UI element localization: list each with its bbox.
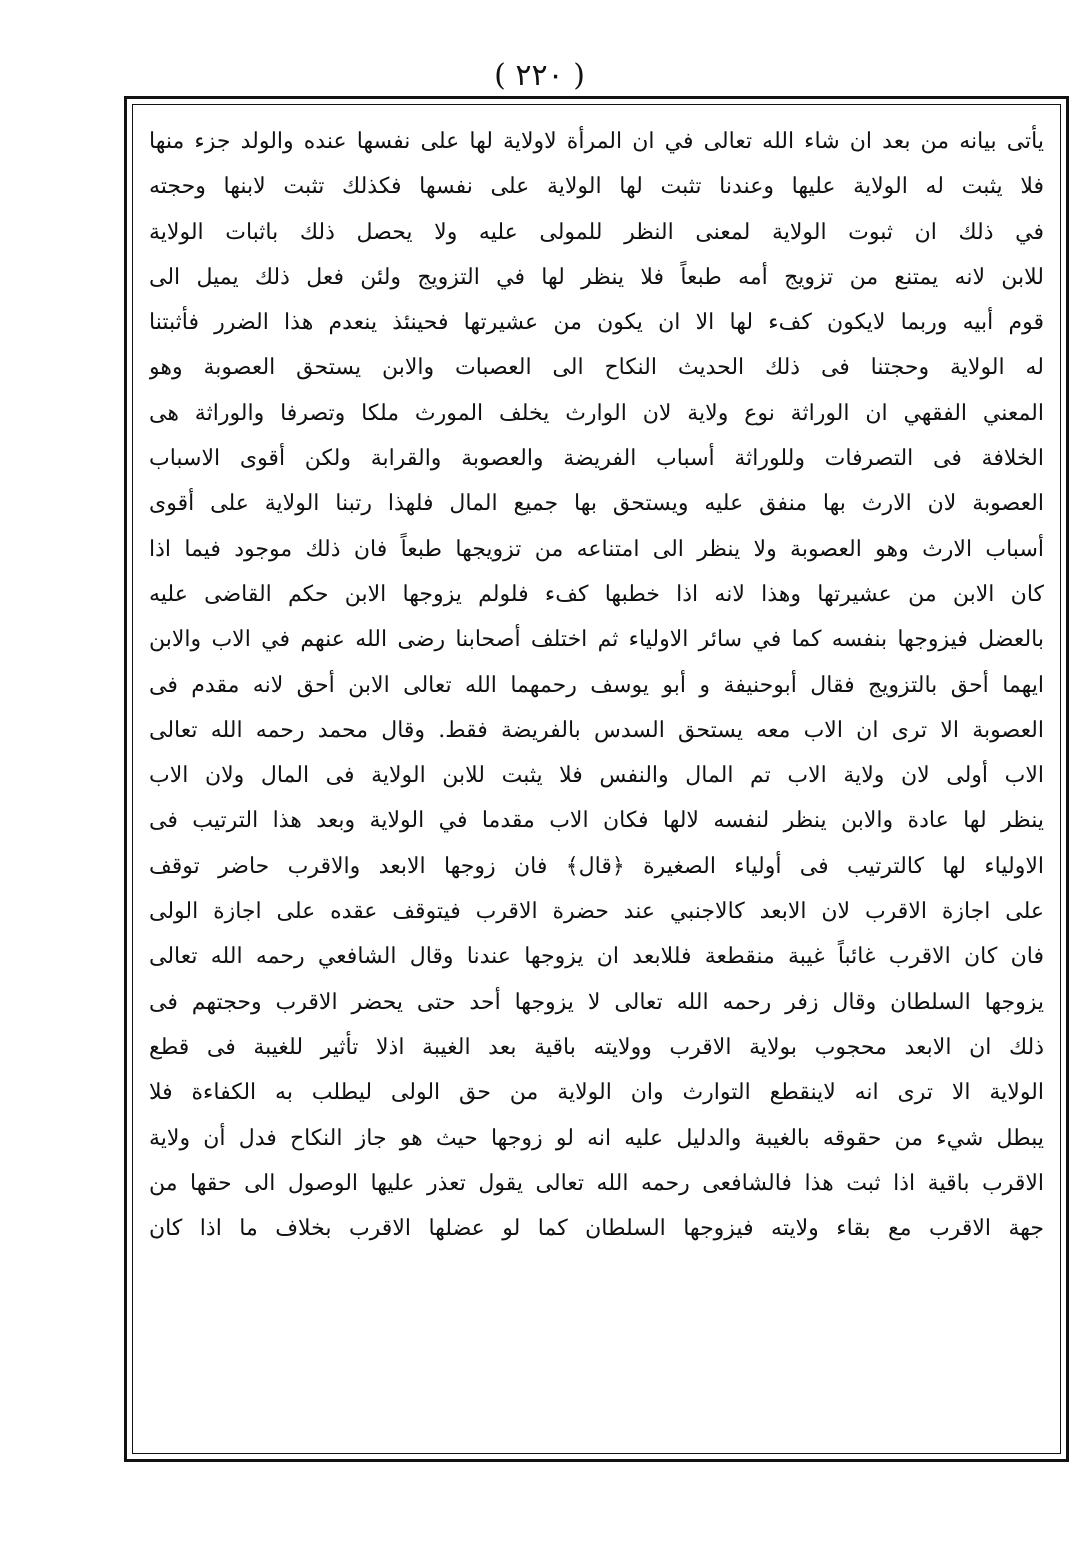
text-line: يبطل شيء من حقوقه بالغيبة والدليل عليه انه لو زوجها حيث هو جاز النكاح فدل أن ولاية <box>149 1125 1044 1151</box>
text-line: للابن لانه يمتنع من تزويج أمه طبعاً فلا ينظر لها في التزويج ولئن فعل ذلك يميل الى <box>149 264 1044 290</box>
text-line: ذلك ان الابعد محجوب بولاية الاقرب وولايته باقية بعد الغيبة اذلا تأثير للغيبة فى قطع <box>149 1034 1044 1060</box>
text-line: على اجازة الاقرب لان الابعد كالاجنبي عند حضرة الاقرب فيتوقف عقده على اجازة الولى <box>149 899 1044 925</box>
text-line: يأتى بيانه من بعد ان شاء الله تعالى في ان المرأة لاولاية لها على نفسها عنده والولد جزء منها <box>149 129 1044 154</box>
text-line: الاولياء لها كالترتيب فى أولياء الصغيرة ﴿قال﴾ فان زوجها الابعد والاقرب حاضر توقف <box>149 853 1044 879</box>
text-line: كان الابن من عشيرتها وهذا لانه اذا خطبها كفء فلولم يزوجها الابن حكم القاضى عليه <box>149 581 1044 607</box>
text-line: المعني الفقهي ان الوراثة نوع ولاية لان الوارث يخلف المورث ملكا وتصرفا والوراثة هى <box>149 400 1044 426</box>
text-line: له الولاية وحجتنا فى ذلك الحديث النكاح الى العصبات والابن يستحق العصوبة وهو <box>149 355 1044 381</box>
text-line: الاقرب باقية اذا ثبت هذا فالشافعى رحمه الله تعالى يقول تعذر عليها الوصول الى حقها من <box>149 1170 1044 1196</box>
text-line: أسباب الارث وهو العصوبة ولا ينظر الى امتناعه من تزويجها طبعاً فان ذلك موجود فيما اذا <box>149 536 1044 562</box>
text-line: الولاية الا ترى انه لاينقطع التوارث وان الولاية من حق الولى ليطلب به الكفاءة فلا <box>149 1080 1044 1106</box>
page-frame-inner <box>132 104 1061 1454</box>
text-line: ايهما أحق بالتزويج فقال أبوحنيفة و أبو يوسف رحمهما الله تعالى الابن أحق لانه مقدم فى <box>149 672 1044 698</box>
text-line: الخلافة فى التصرفات وللوراثة أسباب الفريضة والعصوبة والقرابة ولكن أقوى الاسباب <box>149 446 1044 472</box>
text-line: قوم أبيه وربما لايكون كفء لها الا ان يكون من عشيرتها فحينئذ ينعدم هذا الضرر فأثبتنا <box>149 310 1044 336</box>
text-line: الاب أولى لان ولاية الاب تم المال والنفس فلا يثبت للابن الولاية فى المال ولان الاب <box>149 763 1044 789</box>
text-line: فلا يثبت له الولاية عليها وعندنا تثبت لها الولاية على نفسها فكذلك تثبت لابنها وحجته <box>149 174 1044 200</box>
text-line: العصوبة لان الارث بها منفق عليه ويستحق بها جميع المال فلهذا رتبنا الولاية على أقوى <box>149 491 1044 517</box>
text-line: بالعضل فيزوجها بنفسه كما في سائر الاولياء ثم اختلف أصحابنا رضى الله عنهم في الاب والابن <box>149 627 1044 653</box>
text-line: يزوجها السلطان وقال زفر رحمه الله تعالى لا يزوجها أحد حتى يحضر الاقرب وحجتهم فى <box>149 989 1044 1015</box>
text-body <box>149 119 1044 1251</box>
text-line: جهة الاقرب مع بقاء ولايته فيزوجها السلطان كما لو عضلها الاقرب بخلاف ما اذا كان <box>149 1216 1044 1242</box>
text-line: العصوبة الا ترى ان الاب معه يستحق السدس بالفريضة فقط. وقال محمد رحمه الله تعالى <box>149 717 1044 743</box>
page-number: ( ٢٢٠ ) <box>494 58 585 93</box>
text-line: في ذلك ان ثبوت الولاية لمعنى النظر للمولى عليه ولا يحصل ذلك باثبات الولاية <box>149 219 1044 245</box>
page-frame <box>124 96 1069 1462</box>
text-line: فان كان الاقرب غائباً غيبة منقطعة فللابعد ان يزوجها عندنا وقال الشافعي رحمه الله تعالى <box>149 944 1044 970</box>
text-line: ينظر لها عادة والابن ينظر لنفسه لالها فكان الاب مقدما في الولاية وبعد هذا الترتيب فى <box>149 808 1044 834</box>
